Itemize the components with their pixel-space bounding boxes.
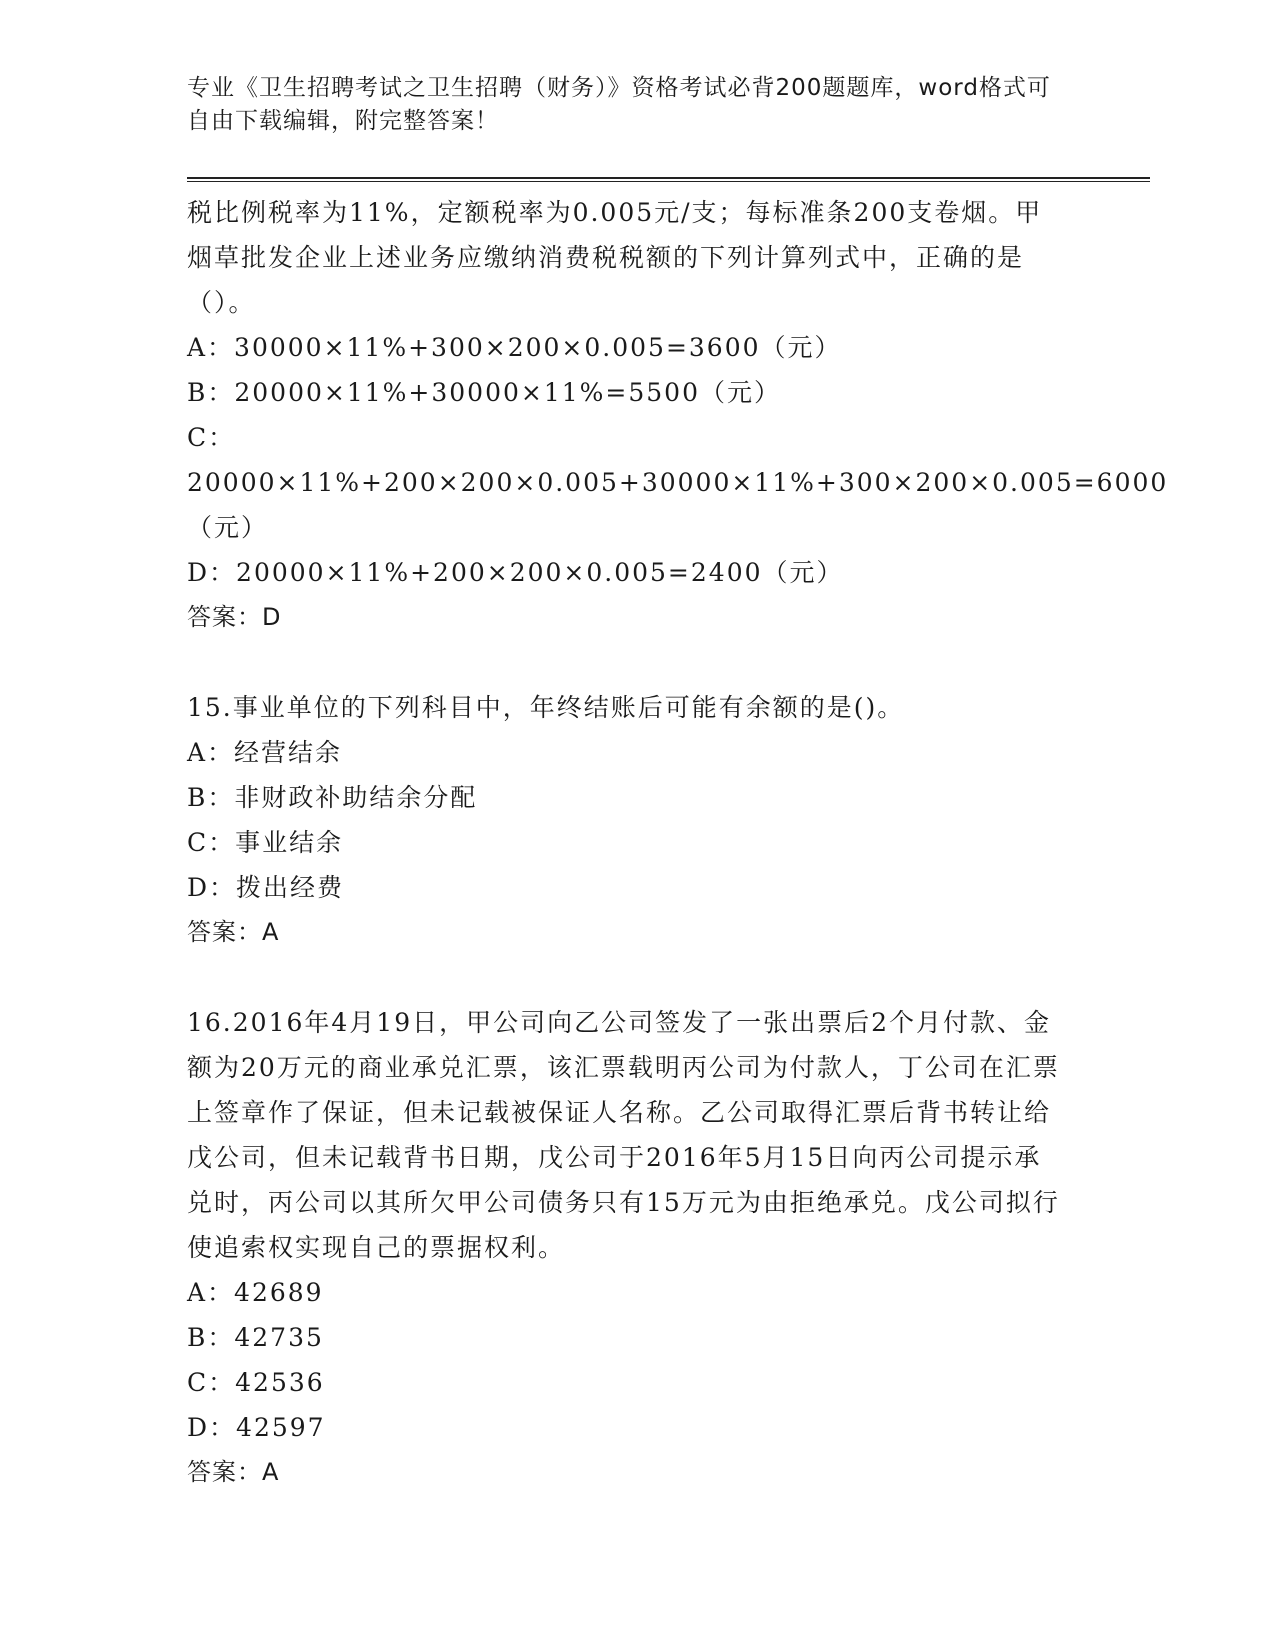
option-b: B：20000×11%+30000×11%=5500（元） — [187, 378, 781, 407]
option-a: A：30000×11%+300×200×0.005=3600（元） — [187, 333, 842, 362]
question-block — [187, 685, 1087, 955]
page-header: 专业《卫生招聘考试之卫生招聘（财务）》资格考试必背200题题库，word格式可自由下载编辑，附完整答案！ — [187, 75, 1051, 134]
option-b: B：42735 — [187, 1323, 324, 1352]
option-d: D：拨出经费 — [187, 873, 345, 902]
option-a: A：经营结余 — [187, 738, 343, 767]
header-divider — [187, 177, 1150, 182]
answer-line: 答案：A — [187, 918, 280, 946]
question-block — [187, 1000, 1087, 1495]
option-a: A：42689 — [187, 1278, 324, 1307]
question-stem: 16.2016年4月19日，甲公司向乙公司签发了一张出票后2个月付款、金额为20万元的商业承兑汇票，该汇票载明丙公司为付款人，丁公司在汇票上签章作了保证，但未记载被保证人名称。乙公司取得汇票后背书转让给戊公司，但未记载背书日期，戊公司于2016年5月15日向丙公司提示承兑时，丙公司以其所欠甲公司债务只有15万元为由拒绝承兑。戊公司拟行使追索权实现自己的票据权利。 — [187, 1008, 1060, 1262]
answer-line: 答案：D — [187, 603, 282, 631]
option-c: C：20000×11%+200×200×0.005+30000×11%+300×200×0.005=6000（元） — [187, 423, 1169, 542]
question-block — [187, 190, 1169, 640]
question-stem: 15.事业单位的下列科目中，年终结账后可能有余额的是()。 — [187, 693, 905, 722]
option-c: C：42536 — [187, 1368, 325, 1397]
option-c: C：事业结余 — [187, 828, 344, 857]
option-d: D：42597 — [187, 1413, 326, 1442]
option-b: B：非财政补助结余分配 — [187, 783, 478, 812]
question-list — [187, 190, 1169, 1495]
question-stem: 税比例税率为11%，定额税率为0.005元/支；每标准条200支卷烟。甲烟草批发企业上述业务应缴纳消费税税额的下列计算列式中，正确的是（）。 — [187, 198, 1043, 317]
option-d: D：20000×11%+200×200×0.005=2400（元） — [187, 558, 844, 587]
answer-line: 答案：A — [187, 1458, 280, 1486]
